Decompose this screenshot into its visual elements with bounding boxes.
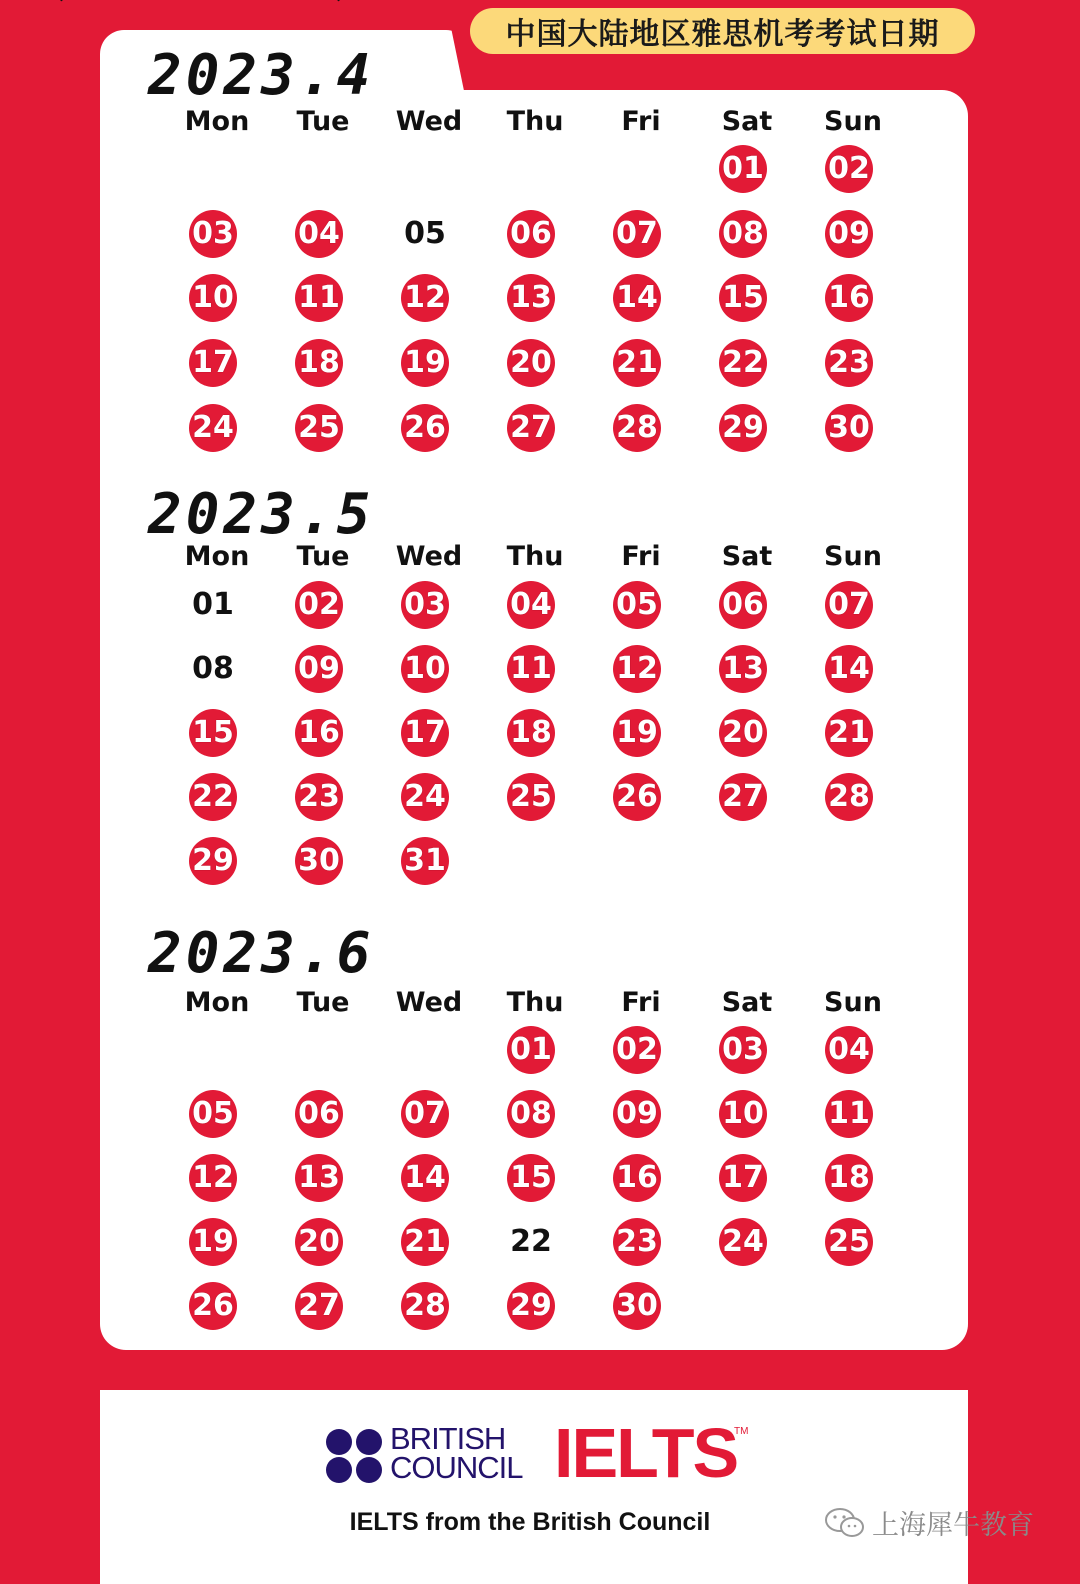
british-council-line1: BRITISH	[390, 1421, 506, 1456]
exam-date: 10	[189, 274, 237, 322]
weekday-label: Sat	[721, 541, 773, 572]
weekday-label: Wed	[395, 541, 463, 572]
exam-date: 04	[295, 210, 343, 258]
exam-date: 30	[295, 837, 343, 885]
exam-date: 27	[719, 773, 767, 821]
exam-date: 25	[295, 404, 343, 452]
exam-date: 25	[507, 773, 555, 821]
top-decoration	[50, 0, 350, 6]
month-title: 2023.5	[148, 482, 375, 547]
exam-date: 24	[401, 773, 449, 821]
weekday-label: Sat	[721, 106, 773, 137]
exam-date: 11	[507, 645, 555, 693]
weekday-label: Tue	[296, 106, 350, 137]
exam-date: 02	[613, 1026, 661, 1074]
exam-date: 02	[825, 145, 873, 193]
exam-date: 01	[507, 1026, 555, 1074]
exam-date: 30	[613, 1282, 661, 1330]
exam-date: 29	[507, 1282, 555, 1330]
exam-date: 04	[507, 581, 555, 629]
exam-date: 29	[719, 404, 767, 452]
exam-date: 20	[295, 1218, 343, 1266]
exam-date: 12	[401, 274, 449, 322]
exam-date: 21	[825, 709, 873, 757]
exam-date: 12	[613, 645, 661, 693]
exam-date: 19	[401, 339, 449, 387]
exam-date: 18	[507, 709, 555, 757]
exam-date: 15	[719, 274, 767, 322]
exam-date: 24	[189, 404, 237, 452]
exam-date: 17	[719, 1154, 767, 1202]
exam-date: 26	[613, 773, 661, 821]
exam-date: 25	[825, 1218, 873, 1266]
non-exam-date: 08	[192, 651, 234, 686]
month-title: 2023.4	[148, 43, 375, 108]
weekday-label: Tue	[296, 541, 350, 572]
exam-date: 18	[825, 1154, 873, 1202]
exam-date: 19	[613, 709, 661, 757]
exam-date: 26	[401, 404, 449, 452]
exam-date: 28	[401, 1282, 449, 1330]
weekday-label: Wed	[395, 106, 463, 137]
exam-date: 06	[719, 581, 767, 629]
exam-date: 22	[719, 339, 767, 387]
weekday-label: Tue	[296, 987, 350, 1018]
exam-date: 23	[825, 339, 873, 387]
exam-date: 06	[295, 1090, 343, 1138]
exam-date: 14	[401, 1154, 449, 1202]
page-title: 中国大陆地区雅思机考考试日期	[470, 8, 975, 54]
weekday-label: Mon	[184, 987, 250, 1018]
exam-date: 16	[295, 709, 343, 757]
exam-date: 08	[507, 1090, 555, 1138]
exam-date: 03	[719, 1026, 767, 1074]
exam-date: 22	[189, 773, 237, 821]
exam-date: 14	[825, 645, 873, 693]
exam-date: 16	[825, 274, 873, 322]
exam-date: 06	[507, 210, 555, 258]
exam-date: 11	[295, 274, 343, 322]
weekday-label: Sat	[721, 987, 773, 1018]
exam-date: 20	[507, 339, 555, 387]
exam-date: 04	[825, 1026, 873, 1074]
weekday-label: Mon	[184, 541, 250, 572]
exam-date: 18	[295, 339, 343, 387]
watermark	[824, 1503, 1034, 1542]
exam-date: 15	[189, 709, 237, 757]
ielts-logo: IELTS	[554, 1414, 738, 1492]
exam-date: 28	[613, 404, 661, 452]
trademark-mark: TM	[734, 1426, 749, 1437]
exam-date: 21	[613, 339, 661, 387]
exam-date: 29	[189, 837, 237, 885]
exam-date: 09	[613, 1090, 661, 1138]
exam-date: 13	[295, 1154, 343, 1202]
exam-date: 21	[401, 1218, 449, 1266]
exam-date: 10	[401, 645, 449, 693]
exam-date: 17	[189, 339, 237, 387]
exam-date: 31	[401, 837, 449, 885]
exam-date: 26	[189, 1282, 237, 1330]
exam-date: 03	[401, 581, 449, 629]
exam-date: 12	[189, 1154, 237, 1202]
exam-date: 02	[295, 581, 343, 629]
footer-tagline: IELTS from the British Council	[349, 1508, 711, 1536]
exam-date: 16	[613, 1154, 661, 1202]
exam-date: 28	[825, 773, 873, 821]
non-exam-date: 22	[510, 1224, 552, 1259]
exam-date: 13	[719, 645, 767, 693]
month-title: 2023.6	[148, 921, 375, 986]
exam-date: 10	[719, 1090, 767, 1138]
exam-date: 15	[507, 1154, 555, 1202]
exam-date: 19	[189, 1218, 237, 1266]
weekday-label: Wed	[395, 987, 463, 1018]
exam-date: 01	[719, 145, 767, 193]
footer	[100, 1390, 968, 1584]
british-council-dots-icon	[324, 1428, 388, 1484]
exam-date: 23	[613, 1218, 661, 1266]
exam-date: 09	[295, 645, 343, 693]
exam-date: 17	[401, 709, 449, 757]
exam-date: 14	[613, 274, 661, 322]
exam-date: 27	[507, 404, 555, 452]
weekday-label: Sun	[824, 106, 882, 137]
weekday-label: Mon	[184, 106, 250, 137]
exam-date: 07	[613, 210, 661, 258]
exam-date: 07	[825, 581, 873, 629]
british-council-line2: COUNCIL	[390, 1450, 523, 1485]
weekday-label: Fri	[621, 541, 661, 572]
exam-date: 05	[189, 1090, 237, 1138]
exam-date: 24	[719, 1218, 767, 1266]
exam-date: 08	[719, 210, 767, 258]
weekday-label: Thu	[506, 987, 564, 1018]
weekday-label: Sun	[824, 987, 882, 1018]
exam-date: 13	[507, 274, 555, 322]
exam-date: 09	[825, 210, 873, 258]
weekday-label: Sun	[824, 541, 882, 572]
wechat-icon	[824, 1506, 866, 1540]
watermark-text: 上海犀牛教育	[872, 1510, 1034, 1541]
non-exam-date: 05	[404, 215, 446, 251]
exam-date: 07	[401, 1090, 449, 1138]
exam-date: 03	[189, 210, 237, 258]
weekday-label: Thu	[506, 541, 564, 572]
exam-date: 20	[719, 709, 767, 757]
exam-date: 23	[295, 773, 343, 821]
non-exam-date: 01	[192, 587, 234, 622]
exam-date: 30	[825, 404, 873, 452]
exam-date: 11	[825, 1090, 873, 1138]
british-council-logo-text	[390, 1421, 523, 1485]
exam-date: 05	[613, 581, 661, 629]
weekday-label: Fri	[621, 106, 661, 137]
weekday-label: Fri	[621, 987, 661, 1018]
exam-date: 27	[295, 1282, 343, 1330]
weekday-label: Thu	[506, 106, 564, 137]
